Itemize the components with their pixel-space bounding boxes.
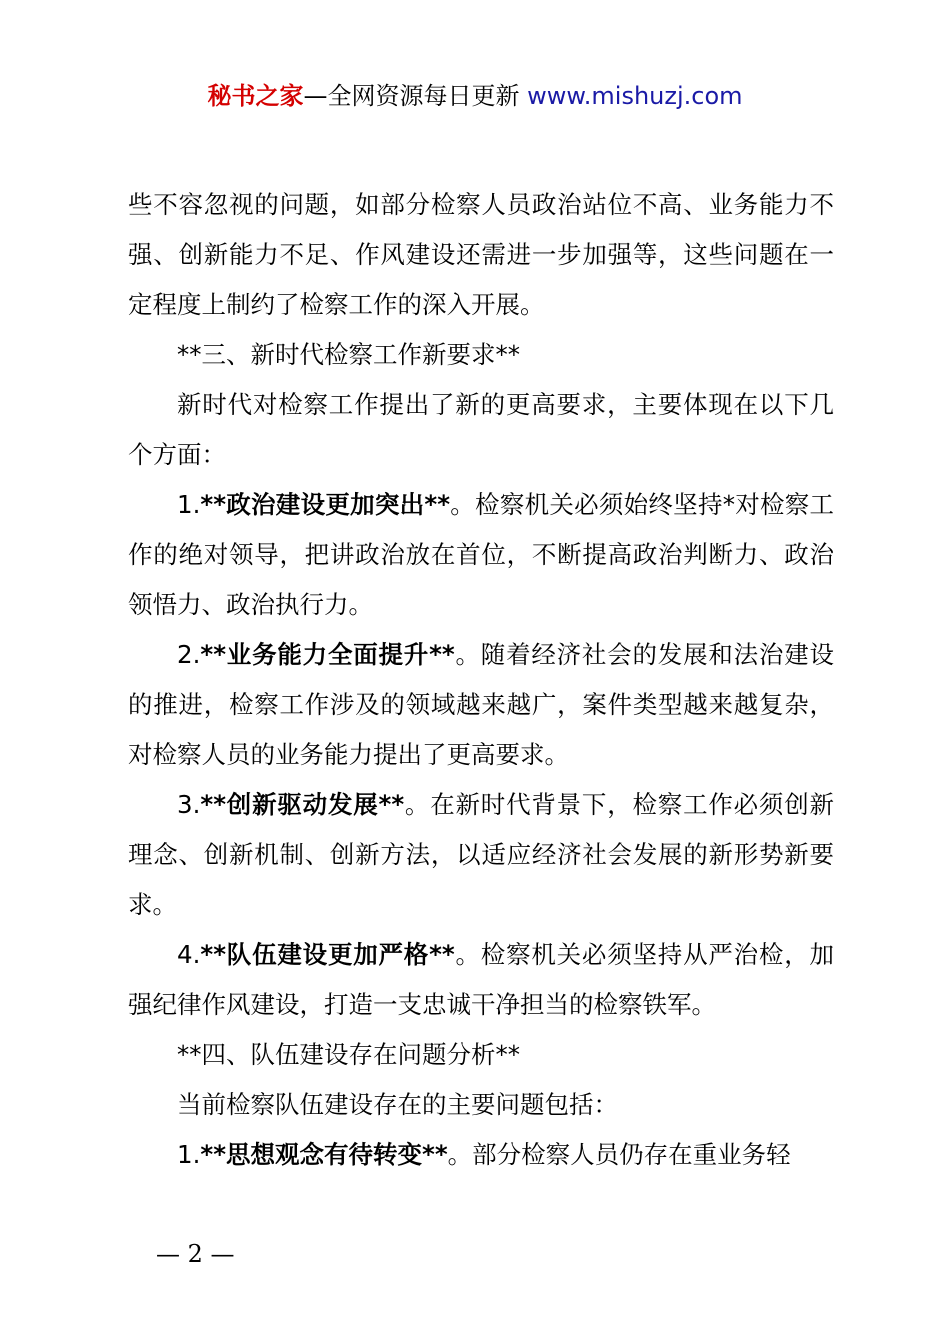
- site-header: [0, 78, 950, 114]
- paragraph: 些不容忽视的问题，如部分检察人员政治站位不高、业务能力不强、创新能力不足、作风建设还需进一步加强等，这些问题在一定程度上制约了检察工作的深入开展。: [128, 190, 834, 319]
- list-item: [128, 1130, 834, 1180]
- item-bold-title: **思想观念有待转变**: [200, 1140, 448, 1169]
- item-bold-title: **业务能力全面提升**: [200, 640, 455, 669]
- item-number: 1.: [177, 490, 201, 519]
- list-item: [128, 630, 834, 780]
- item-number: 3.: [177, 790, 201, 819]
- paragraph: 新时代对检察工作提出了新的更高要求，主要体现在以下几个方面：: [128, 390, 834, 469]
- brand-name: 秘书之家: [207, 82, 304, 110]
- item-bold-title: **创新驱动发展**: [200, 790, 405, 819]
- list-item: [128, 930, 834, 1030]
- item-bold-title: **政治建设更加突出**: [200, 490, 451, 519]
- item-text: 。部分检察人员仍存在重业务轻: [447, 1140, 791, 1169]
- item-text: 。在新时代背景下，检察工作必须创新理念、创新机制、创新方法，以适应经济社会发展的新形势新要求。: [128, 790, 834, 919]
- list-item: [128, 780, 834, 930]
- paragraph: 当前检察队伍建设存在的主要问题包括：: [177, 1090, 618, 1119]
- list-item: [128, 480, 834, 630]
- site-url-link[interactable]: www.mishuzj.com: [527, 82, 743, 110]
- item-text: 。检察机关必须始终坚持*对检察工作的绝对领导，把讲政治放在首位，不断提高政治判断力、政治领悟力、政治执行力。: [128, 490, 835, 619]
- item-bold-title: **队伍建设更加严格**: [200, 940, 455, 969]
- page-number: — 2 —: [156, 1240, 235, 1268]
- item-text: 。随着经济社会的发展和法治建设的推进，检察工作涉及的领域越来越广，案件类型越来越复杂，对检察人员的业务能力提出了更高要求。: [128, 640, 835, 769]
- section-heading: **四、队伍建设存在问题分析**: [177, 1040, 520, 1069]
- item-number: 2.: [177, 640, 201, 669]
- document-body: [128, 180, 834, 1180]
- item-text: 。检察机关必须坚持从严治检，加强纪律作风建设，打造一支忠诚干净担当的检察铁军。: [128, 940, 835, 1019]
- section-heading: **三、新时代检察工作新要求**: [177, 340, 520, 369]
- item-number: 1.: [177, 1140, 201, 1169]
- item-number: 4.: [177, 940, 201, 969]
- header-tagline: —全网资源每日更新: [303, 82, 520, 110]
